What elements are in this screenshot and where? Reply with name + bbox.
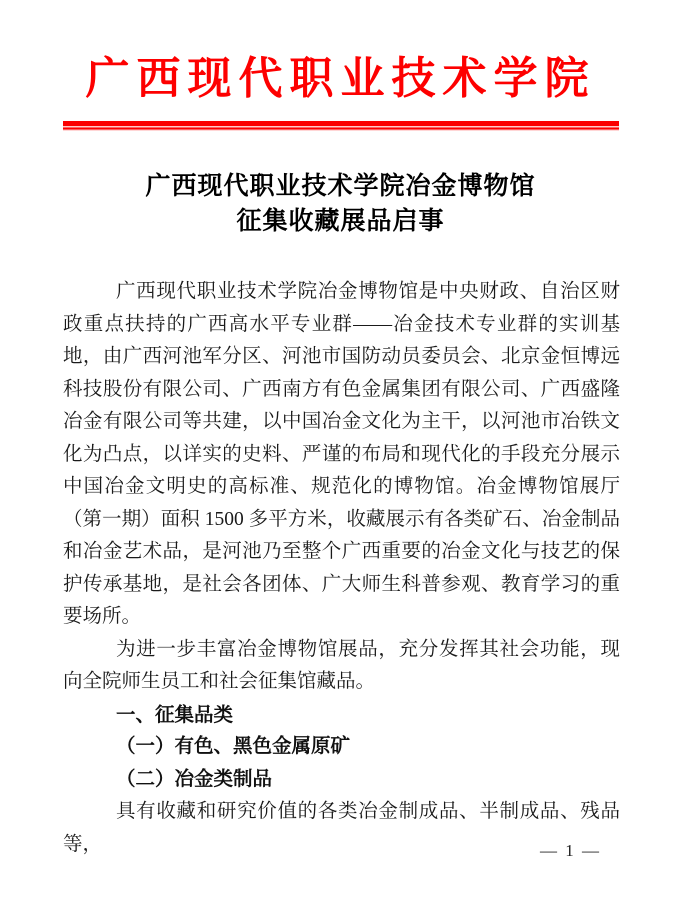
document-title (0, 169, 681, 239)
purpose-paragraph: 为进一步丰富冶金博物馆展品，充分发挥其社会功能，现向全院师生员工和社会征集馆藏品。 (63, 638, 620, 692)
metallurgical-products-paragraph: 具有收藏和研究价值的各类冶金制成品、半制成品、残品等， (63, 801, 620, 855)
intro-paragraph: 广西现代职业技术学院冶金博物馆是中央财政、自治区财政重点扶持的广西高水平专业群——冶金技术专业群的实训基地，由广西河池军分区、河池市国防动员委员会、北京金恒博远科技股份有限公司、广西南方有色金属集团有限公司、广西盛隆冶金有限公司等共建，以中国冶金文化为主干，以河池市冶铁文化为凸点，以详实的史料、严谨的布局和现代化的手段充分展示中国冶金文明史的高标准、规范化的博物馆。冶金博物馆展厅（第一期）面积 1500 多平方米，收藏展示有各类矿石、冶金制品和冶金艺术品，是河池乃至整个广西重要的冶金文化与技艺的保护传承基地，是社会各团体、广大师生科普参观、教育学习的重要场所。 (63, 281, 620, 627)
document-body (63, 276, 620, 861)
letterhead-divider-rule (63, 121, 619, 131)
document-title-line2: 征集收藏展品启事 (236, 208, 445, 235)
item-heading-metallurgical-products: （二）冶金类制品 (116, 768, 273, 790)
page-number: — 1 — (540, 841, 601, 860)
letterhead (0, 0, 681, 131)
section-heading-collection-categories: 一、征集品类 (116, 703, 234, 726)
document-title-line1: 广西现代职业技术学院冶金博物馆 (145, 173, 536, 200)
letterhead-school-name: 广西现代职业技术学院 (85, 54, 596, 103)
item-heading-raw-ores: （一）有色、黑色金属原矿 (116, 736, 351, 757)
